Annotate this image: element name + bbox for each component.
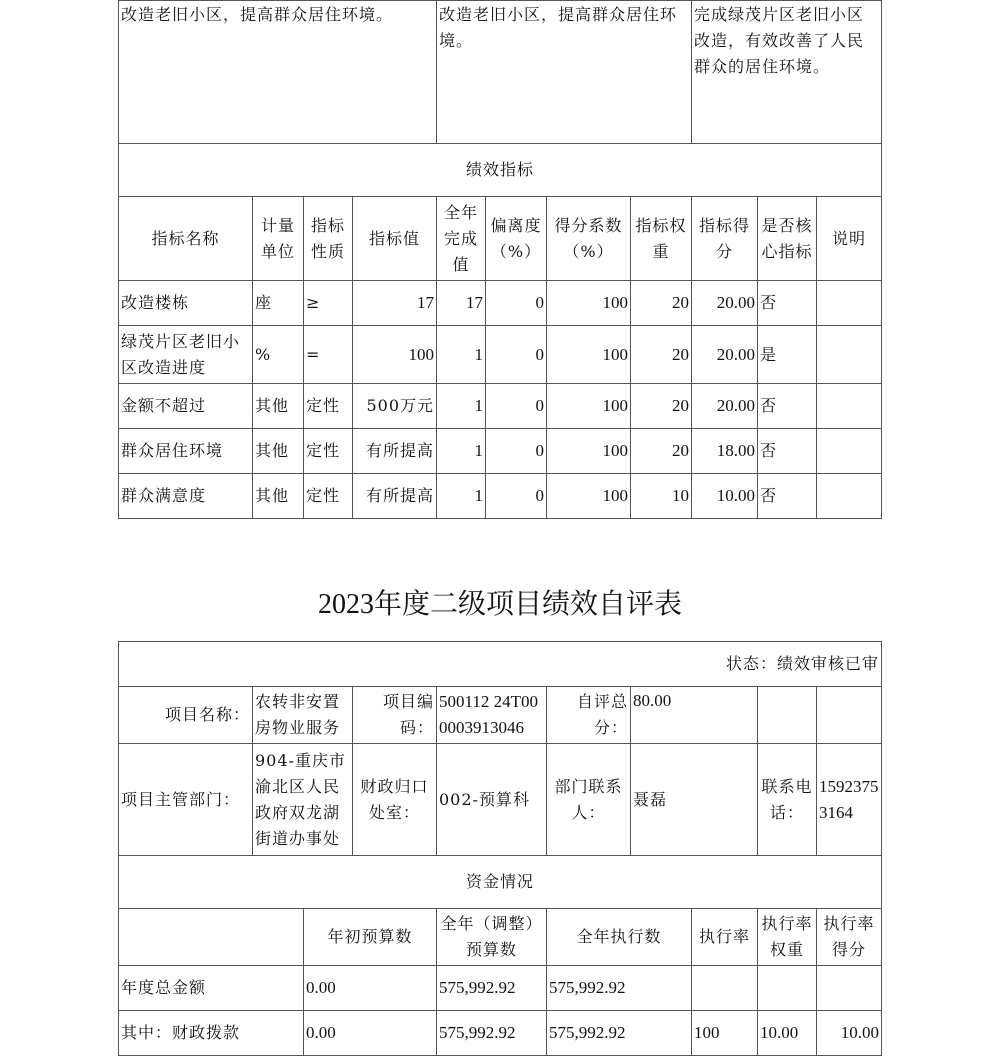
- cell-score: 20.00: [692, 384, 758, 429]
- project-code-label: 项目编码：: [353, 687, 437, 744]
- cell-weight: 10: [631, 474, 692, 519]
- table-row: [119, 384, 882, 429]
- cell-name: 改造楼栋: [119, 281, 253, 326]
- header-cell: 执行率权重: [758, 909, 817, 966]
- page-title: [0, 582, 1000, 622]
- cell-coef: 100: [547, 429, 631, 474]
- fund-executed: 575,992.92: [547, 1011, 692, 1056]
- section-title-funds: 资金情况: [119, 856, 882, 909]
- cell-weight: 20: [631, 281, 692, 326]
- cell-unit: 其他: [253, 384, 304, 429]
- cell-note: [817, 326, 882, 384]
- cell-name: 群众居住环境: [119, 429, 253, 474]
- cell-dev: 0: [486, 281, 547, 326]
- fund-header-row: [119, 909, 882, 966]
- cell-name: 群众满意度: [119, 474, 253, 519]
- cell-score: 20.00: [692, 326, 758, 384]
- finance-label: 财政归口处室：: [353, 744, 437, 856]
- cell-done: 1: [437, 384, 486, 429]
- empty-cell: [817, 687, 882, 744]
- cell-note: [817, 429, 882, 474]
- contact-label: 部门联系人：: [547, 744, 631, 856]
- fund-label: 其中：财政拨款: [119, 1011, 304, 1056]
- cell-coef: 100: [547, 281, 631, 326]
- header-cell: 说明: [817, 197, 882, 281]
- cell-target: 有所提高: [353, 429, 437, 474]
- dept-info-row: [119, 744, 882, 856]
- fund-score: [817, 966, 882, 1011]
- table-row: [119, 429, 882, 474]
- fund-initial: 0.00: [304, 966, 437, 1011]
- self-score-label: 自评总分：: [547, 687, 631, 744]
- cell-core: 否: [758, 281, 817, 326]
- section-title-indicators: 绩效指标: [119, 144, 882, 197]
- header-cell: 全年完成值: [437, 197, 486, 281]
- empty-cell: [758, 687, 817, 744]
- fund-initial: 0.00: [304, 1011, 437, 1056]
- header-cell: 得分系数（%）: [547, 197, 631, 281]
- fund-score: 10.00: [817, 1011, 882, 1056]
- goal-cell-3: 完成绿茂片区老旧小区改造，有效改善了人民群众的居住环境。: [692, 1, 882, 144]
- cell-note: [817, 474, 882, 519]
- cell-name: 绿茂片区老旧小区改造进度: [119, 326, 253, 384]
- header-cell: 指标值: [353, 197, 437, 281]
- cell-coef: 100: [547, 326, 631, 384]
- cell-score: 20.00: [692, 281, 758, 326]
- header-cell: [119, 909, 304, 966]
- phone-value: 15923753164: [817, 744, 882, 856]
- header-cell: 年初预算数: [304, 909, 437, 966]
- header-cell: 全年执行数: [547, 909, 692, 966]
- cell-score: 10.00: [692, 474, 758, 519]
- cell-weight: 20: [631, 326, 692, 384]
- status-badge: 状态：绩效审核已审: [119, 642, 882, 687]
- header-cell: 是否核心指标: [758, 197, 817, 281]
- dept-value: 904-重庆市渝北区人民政府双龙湖街道办事处: [253, 744, 353, 856]
- cell-coef: 100: [547, 384, 631, 429]
- phone-label: 联系电话：: [758, 744, 817, 856]
- fund-adjusted: 575,992.92: [437, 1011, 547, 1056]
- fund-rate: [692, 966, 758, 1011]
- fund-weight: [758, 966, 817, 1011]
- cell-note: [817, 384, 882, 429]
- cell-unit: 其他: [253, 429, 304, 474]
- header-cell: 指标权重: [631, 197, 692, 281]
- project-table: [118, 641, 882, 1056]
- cell-target: 有所提高: [353, 474, 437, 519]
- cell-nature: =: [304, 326, 353, 384]
- cell-dev: 0: [486, 384, 547, 429]
- cell-target: 500万元: [353, 384, 437, 429]
- table-row: [119, 474, 882, 519]
- title-year: 2023: [317, 589, 374, 620]
- header-cell: 指标性质: [304, 197, 353, 281]
- goals-row: [119, 1, 882, 144]
- header-cell: 偏离度（%）: [486, 197, 547, 281]
- self-score-value: 80.00: [631, 687, 758, 744]
- cell-core: 否: [758, 429, 817, 474]
- fund-weight: 10.00: [758, 1011, 817, 1056]
- cell-dev: 0: [486, 326, 547, 384]
- cell-score: 18.00: [692, 429, 758, 474]
- finance-value: 002-预算科: [437, 744, 547, 856]
- cell-weight: 20: [631, 429, 692, 474]
- cell-weight: 20: [631, 384, 692, 429]
- project-name-value: 农转非安置房物业服务: [253, 687, 353, 744]
- cell-nature: 定性: [304, 474, 353, 519]
- cell-core: 否: [758, 384, 817, 429]
- cell-nature: 定性: [304, 429, 353, 474]
- cell-done: 17: [437, 281, 486, 326]
- cell-unit: 座: [253, 281, 304, 326]
- table-row: [119, 281, 882, 326]
- project-info-row: [119, 687, 882, 744]
- header-cell: 全年（调整）预算数: [437, 909, 547, 966]
- cell-nature: 定性: [304, 384, 353, 429]
- title-text: 年度二级项目绩效自评表: [373, 587, 682, 620]
- cell-unit: 其他: [253, 474, 304, 519]
- cell-dev: 0: [486, 474, 547, 519]
- header-cell: 指标名称: [119, 197, 253, 281]
- fund-adjusted: 575,992.92: [437, 966, 547, 1011]
- fund-label: 年度总金额: [119, 966, 304, 1011]
- cell-done: 1: [437, 474, 486, 519]
- cell-dev: 0: [486, 429, 547, 474]
- cell-target: 17: [353, 281, 437, 326]
- table-row: [119, 326, 882, 384]
- cell-note: [817, 281, 882, 326]
- cell-name: 金额不超过: [119, 384, 253, 429]
- goal-cell-1: 改造老旧小区，提高群众居住环境。: [119, 1, 437, 144]
- fund-executed: 575,992.92: [547, 966, 692, 1011]
- indicator-header-row: [119, 197, 882, 281]
- cell-nature: ≥: [304, 281, 353, 326]
- table-row: [119, 1011, 882, 1056]
- header-cell: 执行率: [692, 909, 758, 966]
- project-name-label: 项目名称：: [119, 687, 253, 744]
- indicator-table: [118, 0, 882, 519]
- header-cell: 执行率得分: [817, 909, 882, 966]
- cell-core: 否: [758, 474, 817, 519]
- cell-done: 1: [437, 326, 486, 384]
- header-cell: 指标得分: [692, 197, 758, 281]
- goal-cell-2: 改造老旧小区，提高群众居住环境。: [437, 1, 692, 144]
- header-cell: 计量单位: [253, 197, 304, 281]
- table-row: [119, 966, 882, 1011]
- cell-coef: 100: [547, 474, 631, 519]
- contact-value: 聂磊: [631, 744, 758, 856]
- fund-rate: 100: [692, 1011, 758, 1056]
- cell-done: 1: [437, 429, 486, 474]
- cell-core: 是: [758, 326, 817, 384]
- cell-unit: %: [253, 326, 304, 384]
- cell-target: 100: [353, 326, 437, 384]
- dept-label: 项目主管部门：: [119, 744, 253, 856]
- project-code-value: 500112 24T000003913046: [437, 687, 547, 744]
